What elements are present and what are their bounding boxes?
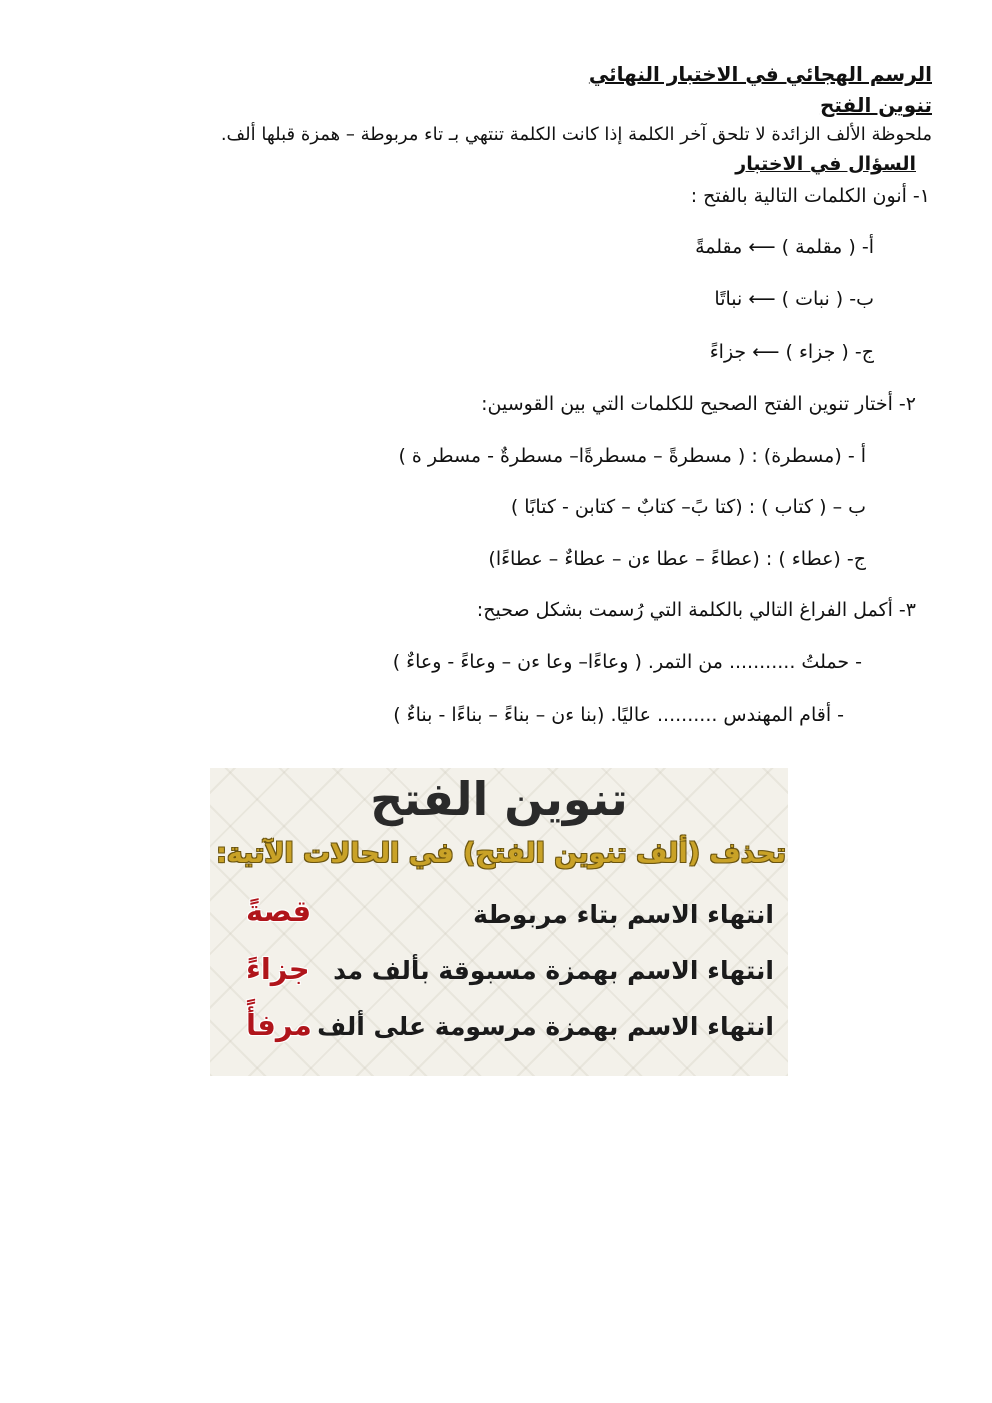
- q2-prompt: ٢- أختار تنوين الفتح الصحيح للكلمات التي بين القوسين:: [481, 393, 916, 415]
- q2-item-a: أ - (مسطرة) : ( مسطرةً – مسطرةًا– مسطرةٌ - مسطر ة ): [398, 445, 866, 467]
- q2-item-b: ب – ( كتاب ) : (كتا بً– كتابٌ – كتابن - كتابًا ): [510, 496, 866, 518]
- poster-example-2: جزاءً: [246, 952, 310, 986]
- poster-rule-2: انتهاء الاسم بهمزة مسبوقة بألف مد: [333, 956, 774, 985]
- poster-rule-3: انتهاء الاسم بهمزة مرسومة على ألف: [317, 1012, 774, 1041]
- poster-subtitle: تحذف (ألف تنوين الفتح) في الحالات الآتية:: [216, 838, 786, 869]
- q1-item-c: ج- ( جزاء ) ⟵ جزاءً: [709, 341, 874, 363]
- rule-poster: [210, 768, 788, 1076]
- poster-example-3: مرفأً: [246, 1008, 312, 1042]
- poster-title: تنوين الفتح: [370, 772, 628, 826]
- q3-item-a: - حملتُ ........... من التمر. ( وعاءًا– وعا ءن – وعاءً - وعاءٌ ): [392, 651, 862, 673]
- page-title: الرسم الهجائي في الاختبار النهائي: [588, 62, 932, 86]
- q2-item-c: ج- (عطاء ) : (عطاءً – عطا ءن – عطاءٌ – عطاءًا): [488, 548, 866, 570]
- exam-heading: السؤال في الاختبار: [735, 153, 916, 175]
- q1-item-b: ب- ( نبات ) ⟵ نباتًا: [714, 288, 874, 310]
- q3-prompt: ٣- أكمل الفراغ التالي بالكلمة التي رُسمت بشكل صحيح:: [476, 599, 916, 621]
- note-text: ملحوظة الألف الزائدة لا تلحق آخر الكلمة إذا كانت الكلمة تنتهي بـ تاء مربوطة – همزة قبلها ألف.: [220, 124, 932, 145]
- q3-item-b: - أقام المهندس .......... عاليًا. (بنا ءن – بناءً – بناءًا - بناءٌ ): [393, 704, 844, 726]
- q1-prompt: ١- أنون الكلمات التالية بالفتح :: [690, 185, 930, 207]
- poster-example-1: قصةً: [246, 894, 312, 928]
- poster-rule-1: انتهاء الاسم بتاء مربوطة: [473, 900, 774, 929]
- q1-item-a: أ- ( مقلمة ) ⟵ مقلمةً: [695, 236, 874, 258]
- section-title: تنوين الفتح: [819, 93, 932, 117]
